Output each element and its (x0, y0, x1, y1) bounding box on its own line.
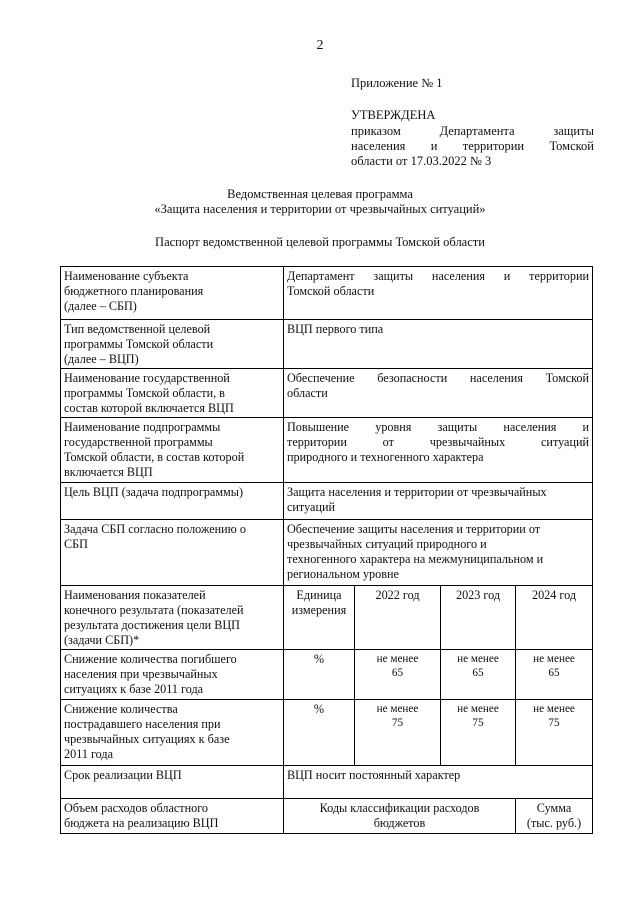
label-line: Наименование субъекта (64, 269, 189, 283)
passport-title: Паспорт ведомственной целевой программы Томской области (155, 235, 485, 249)
value-line: 75 (472, 717, 484, 729)
page-number: 2 (316, 38, 324, 53)
indicator-unit: % (284, 700, 355, 766)
row-label (61, 418, 284, 483)
label-line: Снижение количества погибшего (64, 652, 237, 666)
label-line: Цель ВЦП (задача подпрограммы) (64, 485, 244, 499)
label-line: населения при чрезвычайных (64, 667, 218, 681)
row-value (284, 483, 593, 520)
row-expenses (61, 799, 593, 834)
label-line: Наименования показателей (64, 588, 206, 602)
label-line: (далее – СБП) (64, 299, 137, 313)
indicator-value-2023 (441, 650, 516, 700)
row-subprogram (61, 418, 593, 483)
row-label (61, 586, 284, 650)
value-line: Департамент защиты населения и территории (287, 269, 590, 283)
label-line: (далее – ВЦП) (64, 352, 139, 366)
value-line: Повышение уровня защиты населения и (287, 420, 590, 434)
label-line: программы Томской области (64, 337, 214, 351)
approval-line: населения и территории Томской (351, 139, 594, 153)
value-line: 75 (391, 717, 404, 729)
year-header-2024: 2024 год (516, 586, 593, 650)
row-label (61, 650, 284, 700)
label-line: 2011 года (64, 747, 114, 761)
value-line: ВЦП первого типа (287, 322, 384, 336)
label-line: Снижение количества (64, 702, 178, 716)
label-line: ситуациях к базе 2011 года (64, 682, 204, 696)
value-line: 75 (548, 717, 560, 729)
sum-header (516, 799, 593, 834)
header-line: Единица (296, 588, 342, 602)
header-line: измерения (291, 603, 347, 617)
indicator-row (61, 700, 593, 766)
value-line: Защита населения и территории от чрезвычайных (287, 485, 547, 499)
value-line: не менее (533, 653, 575, 665)
value-line: 65 (391, 667, 404, 679)
value-line: не менее (533, 703, 575, 715)
value-line: природного и техногенного характера (287, 450, 484, 464)
value-line: Обеспечение безопасности населения Томской (287, 371, 590, 385)
value-line: чрезвычайных ситуаций природного и (287, 537, 487, 551)
row-value (284, 766, 593, 799)
label-line: Объем расходов областного (64, 801, 209, 815)
approval-block (351, 124, 594, 169)
row-type (61, 320, 593, 369)
indicator-value-2022 (355, 700, 441, 766)
passport-table (60, 266, 593, 834)
program-title-line-2: «Защита населения и территории от чрезвычайных ситуаций» (154, 202, 486, 216)
header-line: бюджетов (373, 816, 426, 830)
indicator-value-2024 (516, 650, 593, 700)
label-line: (задачи СБП)* (64, 633, 140, 647)
row-value (284, 267, 593, 320)
row-label (61, 766, 284, 799)
label-line: Срок реализации ВЦП (64, 768, 182, 782)
row-value (284, 320, 593, 369)
label-line: Тип ведомственной целевой (64, 322, 211, 336)
value-line: области (287, 386, 328, 400)
approval-line: приказом Департамента защиты (351, 124, 594, 138)
value-line: региональном уровне (287, 567, 399, 581)
row-term (61, 766, 593, 799)
row-state-program (61, 369, 593, 418)
unit-header (284, 586, 355, 650)
row-label (61, 369, 284, 418)
value-line: техногенного характера на межмуниципальном и (287, 552, 544, 566)
value-line: 65 (472, 667, 484, 679)
value-line: Обеспечение защиты населения и территории от (287, 522, 541, 536)
year-header-2022: 2022 год (355, 586, 441, 650)
row-goal (61, 483, 593, 520)
row-label (61, 520, 284, 586)
row-label (61, 267, 284, 320)
value-line: не менее (376, 703, 419, 715)
indicator-value-2022 (355, 650, 441, 700)
label-line: Наименование подпрограммы (64, 420, 221, 434)
label-line: состав которой включается ВЦП (64, 401, 234, 415)
approval-line: области от 17.03.2022 № 3 (351, 154, 492, 168)
approved-label: УТВЕРЖДЕНА (351, 108, 436, 122)
indicator-row (61, 650, 593, 700)
label-line: СБП (64, 537, 88, 551)
label-line: программы Томской области, в (64, 386, 225, 400)
row-value (284, 369, 593, 418)
row-subject (61, 267, 593, 320)
value-line: не менее (376, 653, 419, 665)
value-line: Томской области (287, 284, 375, 298)
value-line: не менее (457, 703, 499, 715)
header-line: (тыс. руб.) (526, 816, 582, 830)
row-label (61, 700, 284, 766)
indicator-value-2023 (441, 700, 516, 766)
label-line: включается ВЦП (64, 465, 153, 479)
value-line: не менее (457, 653, 499, 665)
value-line: ВЦП носит постоянный характер (287, 768, 461, 782)
label-line: чрезвычайных ситуациях к базе (64, 732, 230, 746)
label-line: пострадавшего населения при (64, 717, 221, 731)
row-value (284, 520, 593, 586)
codes-header (284, 799, 516, 834)
value-line: территории от чрезвычайных ситуаций (287, 435, 590, 449)
header-line: Сумма (536, 801, 572, 815)
row-label (61, 799, 284, 834)
row-value (284, 418, 593, 483)
indicator-unit: % (284, 650, 355, 700)
value-line: ситуаций (287, 500, 336, 514)
label-line: бюджетного планирования (64, 284, 204, 298)
label-line: результата достижения цели ВЦП (64, 618, 240, 632)
label-line: государственной программы (64, 435, 213, 449)
indicator-value-2024 (516, 700, 593, 766)
header-line: Коды классификации расходов (319, 801, 480, 815)
program-title-line-1: Ведомственная целевая программа (227, 187, 413, 201)
row-task (61, 520, 593, 586)
value-line: 65 (548, 667, 560, 679)
appendix-label: Приложение № 1 (351, 76, 443, 90)
row-label (61, 320, 284, 369)
label-line: Томской области, в состав которой (64, 450, 245, 464)
label-line: бюджета на реализацию ВЦП (64, 816, 219, 830)
row-label (61, 483, 284, 520)
label-line: Задача СБП согласно положению о (64, 522, 246, 536)
row-indicators-header (61, 586, 593, 650)
label-line: Наименование государственной (64, 371, 230, 385)
label-line: конечного результата (показателей (64, 603, 244, 617)
year-header-2023: 2023 год (441, 586, 516, 650)
